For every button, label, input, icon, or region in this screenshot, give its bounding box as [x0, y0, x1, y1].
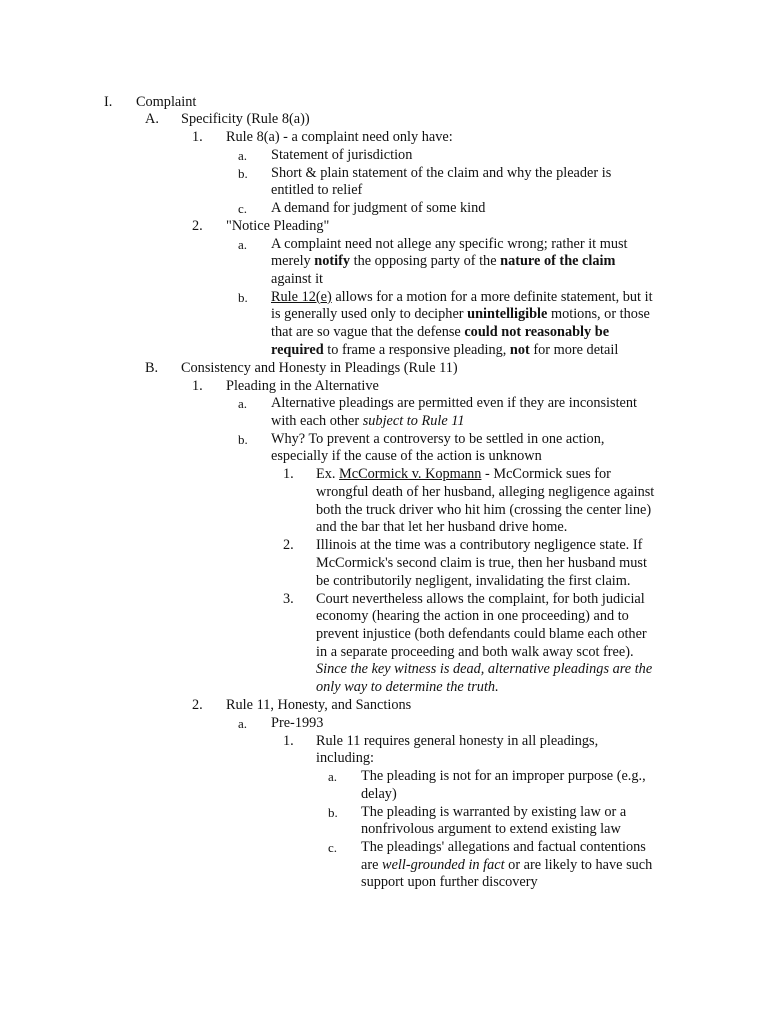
text-line — [271, 395, 683, 413]
emphasis-italic: only way to determine the truth. — [316, 679, 499, 696]
outline-text — [226, 129, 686, 147]
text-line — [271, 431, 683, 449]
text-line — [361, 804, 679, 822]
text-run: wrongful death of her husband, alleging negligence against — [316, 483, 655, 500]
text-run: be contributorily negligent, invalidating the first claim. — [316, 572, 631, 589]
text-run: motions, or those — [547, 306, 650, 323]
outline-text — [136, 94, 696, 112]
outline-text — [316, 591, 680, 697]
text-run: prevent injustice (both defendants could blame each other — [316, 625, 647, 642]
text-line — [271, 200, 683, 218]
text-run: are — [361, 856, 383, 873]
text-run: entitled to relief — [271, 182, 363, 199]
text-line — [271, 306, 683, 324]
outline-text — [361, 804, 679, 839]
outline-text — [226, 218, 686, 236]
text-run: for more detail — [529, 341, 619, 358]
text-run: support upon further discovery — [361, 874, 538, 891]
outline-text — [361, 839, 679, 892]
outline-marker: 1. — [283, 466, 294, 483]
text-line — [271, 182, 683, 200]
text-run: that are so vague that the defense — [271, 324, 465, 341]
text-run: Rule 11 requires general honesty in all pleadings, — [316, 732, 599, 749]
text-line — [316, 502, 680, 520]
text-line — [361, 874, 679, 892]
outline-marker: 3. — [283, 590, 294, 607]
text-run: Alternative pleadings are permitted even if they are inconsistent — [271, 395, 638, 412]
outline-marker: 2. — [283, 537, 294, 554]
outline-marker: b. — [328, 804, 338, 820]
text-run: economy (hearing the action in one proceeding) and to — [316, 608, 629, 625]
outline-marker: a. — [328, 769, 338, 784]
text-line — [316, 608, 680, 626]
emphasis-italic: subject to Rule 11 — [362, 412, 465, 429]
text-line — [361, 786, 679, 804]
emphasis-italic: well-grounded in fact — [382, 856, 505, 873]
case-citation: McCormick v. Kopmann — [339, 466, 482, 483]
emphasis-bold: could not reasonably be — [464, 324, 610, 341]
text-line — [271, 253, 683, 271]
outline-marker: B. — [145, 359, 159, 376]
outline-marker: a. — [238, 715, 248, 731]
emphasis-italic: Since the key witness is dead, alternative pleadings are the — [316, 661, 653, 678]
outline-text — [271, 431, 683, 466]
text-run: merely — [271, 253, 315, 270]
emphasis-bold: notify — [314, 253, 351, 270]
text-run: The pleading is warranted by existing law or a — [361, 803, 627, 820]
text-run: Court nevertheless allows the complaint, for both judicial — [316, 590, 645, 607]
text-line — [271, 165, 683, 183]
text-run: is generally used only to decipher — [271, 306, 468, 323]
text-run: Why? To prevent a controversy to be settled in one action, — [271, 430, 605, 447]
outline-marker: I. — [104, 93, 113, 110]
outline-text — [226, 697, 686, 715]
text-line — [271, 236, 683, 254]
text-line — [271, 271, 683, 289]
text-line — [226, 218, 686, 236]
text-run: and the bar that let her husband drive home. — [316, 519, 568, 536]
text-line — [136, 94, 696, 112]
text-line — [316, 679, 680, 697]
text-line — [316, 573, 680, 591]
text-run: The pleadings' allegations and factual contentions — [361, 839, 646, 855]
emphasis-bold: nature of the claim — [500, 253, 616, 270]
outline-marker: c. — [238, 201, 248, 216]
text-run: Illinois at the time was a contributory negligence state. If — [316, 537, 643, 554]
text-run: "Notice Pleading" — [226, 217, 330, 234]
text-line — [361, 768, 679, 786]
outline-text — [271, 165, 683, 200]
outline-marker: a. — [238, 236, 248, 252]
text-line — [181, 360, 681, 378]
text-run: Statement of jurisdiction — [271, 146, 413, 163]
text-line — [361, 857, 679, 875]
text-run: Complaint — [136, 93, 197, 110]
text-line — [316, 661, 680, 679]
text-run: with each other — [271, 412, 363, 429]
text-run: Rule 8(a) - a complaint need only have: — [226, 129, 453, 145]
outline-marker: b. — [238, 289, 248, 305]
text-run: Rule 11, Honesty, and Sanctions — [226, 697, 412, 713]
text-run: A complaint need not allege any specific wrong; rather it must — [271, 235, 628, 252]
text-run: especially if the cause of the action is unknown — [271, 448, 542, 465]
text-run: Short & plain statement of the claim and why the pleader is — [271, 164, 612, 181]
text-line — [226, 697, 686, 715]
text-run: The pleading is not for an improper purpose (e.g., — [361, 768, 646, 784]
text-line — [316, 750, 680, 768]
text-line — [271, 715, 683, 733]
outline-marker: A. — [145, 111, 159, 128]
outline-marker: 1. — [192, 377, 203, 394]
text-run: Ex. — [316, 466, 340, 483]
text-run: to frame a responsive pleading, — [323, 341, 510, 358]
outline-marker: 2. — [192, 697, 203, 713]
text-line — [316, 591, 680, 609]
outline-marker: 2. — [192, 217, 203, 234]
outline-marker: a. — [238, 396, 248, 412]
text-run: including: — [316, 750, 374, 767]
text-line — [361, 839, 679, 857]
text-run: Consistency and Honesty in Pleadings (Rule 11) — [181, 359, 458, 376]
text-line — [316, 466, 680, 484]
text-line — [271, 413, 683, 431]
text-line — [316, 484, 680, 502]
text-line — [316, 626, 680, 644]
text-line — [226, 129, 686, 147]
text-line — [361, 821, 679, 839]
text-line — [316, 644, 680, 662]
outline-marker: 1. — [192, 129, 203, 145]
text-run: - McCormick sues for — [481, 466, 611, 483]
text-line — [316, 519, 680, 537]
text-run: the opposing party of the — [350, 253, 501, 270]
text-line — [271, 289, 683, 307]
text-run: Pleading in the Alternative — [226, 377, 379, 394]
emphasis-bold: unintelligible — [467, 306, 548, 323]
outline-marker: c. — [328, 840, 338, 855]
emphasis-bold: required — [271, 341, 324, 358]
outline-marker: 1. — [283, 732, 294, 749]
outline-text — [271, 147, 683, 165]
text-run: McCormick's second claim is true, then her husband must — [316, 554, 647, 571]
outline-text — [361, 768, 679, 803]
case-citation: Rule 12(e) — [271, 288, 332, 305]
text-line — [271, 448, 683, 466]
text-run: both the truck driver who hit him (crossing the center line) — [316, 501, 652, 518]
text-run: in a separate proceeding and both walk away scot free). — [316, 643, 634, 660]
outline-text — [316, 537, 680, 590]
outline-text — [271, 200, 683, 218]
text-line — [271, 147, 683, 165]
text-line — [271, 342, 683, 360]
outline-marker: b. — [238, 165, 248, 181]
outline-text — [181, 360, 681, 378]
emphasis-bold: not — [509, 341, 530, 358]
outline-marker: a. — [238, 147, 248, 163]
text-run: or are likely to have such — [504, 856, 653, 873]
text-run: allows for a motion for a more definite statement, but it — [331, 288, 653, 305]
text-line — [316, 733, 680, 751]
outline-marker: b. — [238, 431, 248, 447]
outline-text — [316, 466, 680, 537]
text-line — [271, 324, 683, 342]
text-run: delay) — [361, 785, 397, 802]
text-line — [316, 555, 680, 573]
outline-text — [316, 733, 680, 768]
text-line — [316, 537, 680, 555]
outline-text — [271, 236, 683, 289]
text-line — [181, 111, 681, 129]
outline-text — [181, 111, 681, 129]
outline-text — [271, 289, 683, 360]
outline-text — [271, 715, 683, 733]
outline-text — [226, 378, 686, 396]
text-run: against it — [271, 270, 324, 287]
text-run: Specificity (Rule 8(a)) — [181, 111, 310, 128]
text-run: Pre-1993 — [271, 714, 324, 731]
text-line — [226, 378, 686, 396]
text-run: A demand for judgment of some kind — [271, 200, 486, 216]
outline-text — [271, 395, 683, 430]
text-run: nonfrivolous argument to extend existing law — [361, 821, 621, 838]
